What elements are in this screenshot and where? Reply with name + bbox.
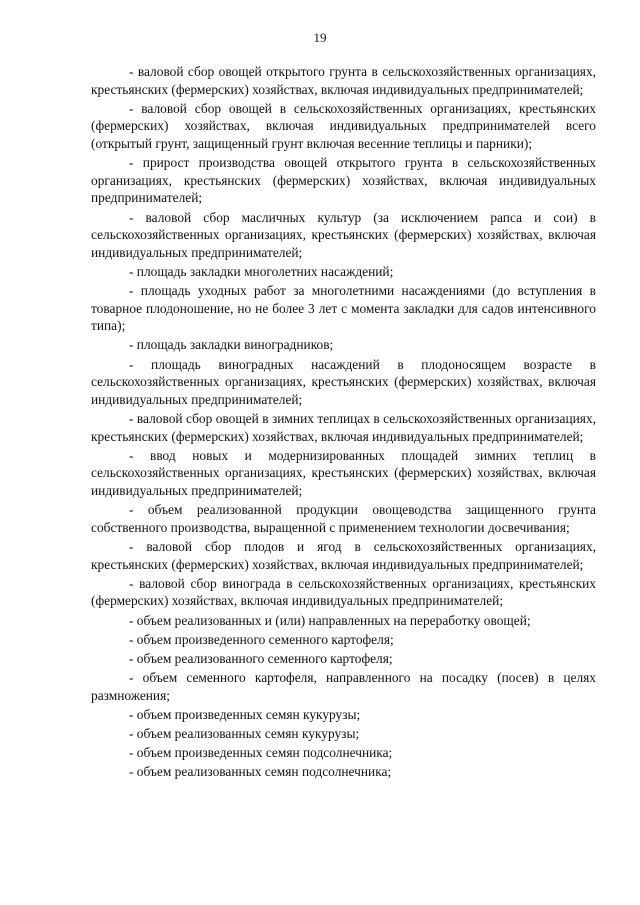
list-item: - ввод новых и модернизированных площадей зимних теплиц в сельскохозяйственных организациях, крестьянских (фермерских) хозяйствах, включая индивидуальных предпринимателей; <box>91 447 596 498</box>
list-item: - валовой сбор овощей открытого грунта в сельскохозяйственных организациях, крестьянских (фермерских) хозяйствах, включая индивидуальных предпринимателей; <box>91 64 596 97</box>
list-item: - объем произведенных семян подсолнечника; <box>129 745 393 761</box>
list-item: - объем произведенного семенного картофеля; <box>129 631 394 647</box>
list-item: - валовой сбор овощей в зимних теплицах в сельскохозяйственных организациях, крестьянских (фермерских) хозяйствах, включая индивидуальных предпринимателей; <box>91 411 596 444</box>
list-item: - объем семенного картофеля, направленного на посадку (посев) в целях размножения; <box>91 670 596 703</box>
list-item: - валовой сбор овощей в сельскохозяйственных организациях, крестьянских (фермерских) хозяйствах, включая индивидуальных предпринимателей всего (открытый грунт, защищенный грунт включая весенние теплицы и парники); <box>91 100 596 151</box>
list-item: - объем реализованного семенного картофеля; <box>129 650 393 666</box>
list-item: - площадь уходных работ за многолетними насаждениями (до вступления в товарное плодоношение, но не более 3 лет с момента закладки для садов интенсивного типа); <box>91 283 596 334</box>
list-item: - прирост производства овощей открытого грунта в сельскохозяйственных организациях, крестьянских (фермерских) хозяйствах, включая индивидуальных предпринимателей; <box>91 155 596 206</box>
list-item: - объем реализованных семян подсолнечника; <box>129 764 392 780</box>
list-item: - объем реализованной продукции овощеводства защищенного грунта собственного производства, выращенной с применением технологии досвечивания; <box>91 502 596 535</box>
list-item: - объем реализованных и (или) направленных на переработку овощей; <box>129 612 531 628</box>
list-item: - площадь закладки многолетних насаждений; <box>129 263 394 279</box>
list-item: - объем реализованных семян кукурузы; <box>129 726 360 742</box>
list-item: - валовой сбор винограда в сельскохозяйственных организациях, крестьянских (фермерских) хозяйствах, включая индивидуальных предпринимателей; <box>91 575 596 609</box>
page-number: 19 <box>313 30 327 45</box>
list-item: - объем произведенных семян кукурузы; <box>129 706 361 722</box>
list-item: - площадь виноградных насаждений в плодоносящем возрасте в сельскохозяйственных организациях, крестьянских (фермерских) хозяйствах, включая индивидуальных предпринимателей; <box>91 356 596 407</box>
document-body <box>91 63 596 783</box>
list-item: - валовой сбор масличных культур (за исключением рапса и сои) в сельскохозяйственных организациях, крестьянских (фермерских) хозяйствах, включая индивидуальных предпринимателей; <box>91 209 596 260</box>
list-item: - площадь закладки виноградников; <box>129 337 334 353</box>
list-item: - валовой сбор плодов и ягод в сельскохозяйственных организациях, крестьянских (фермерских) хозяйствах, включая индивидуальных предпринимателей; <box>91 538 596 572</box>
